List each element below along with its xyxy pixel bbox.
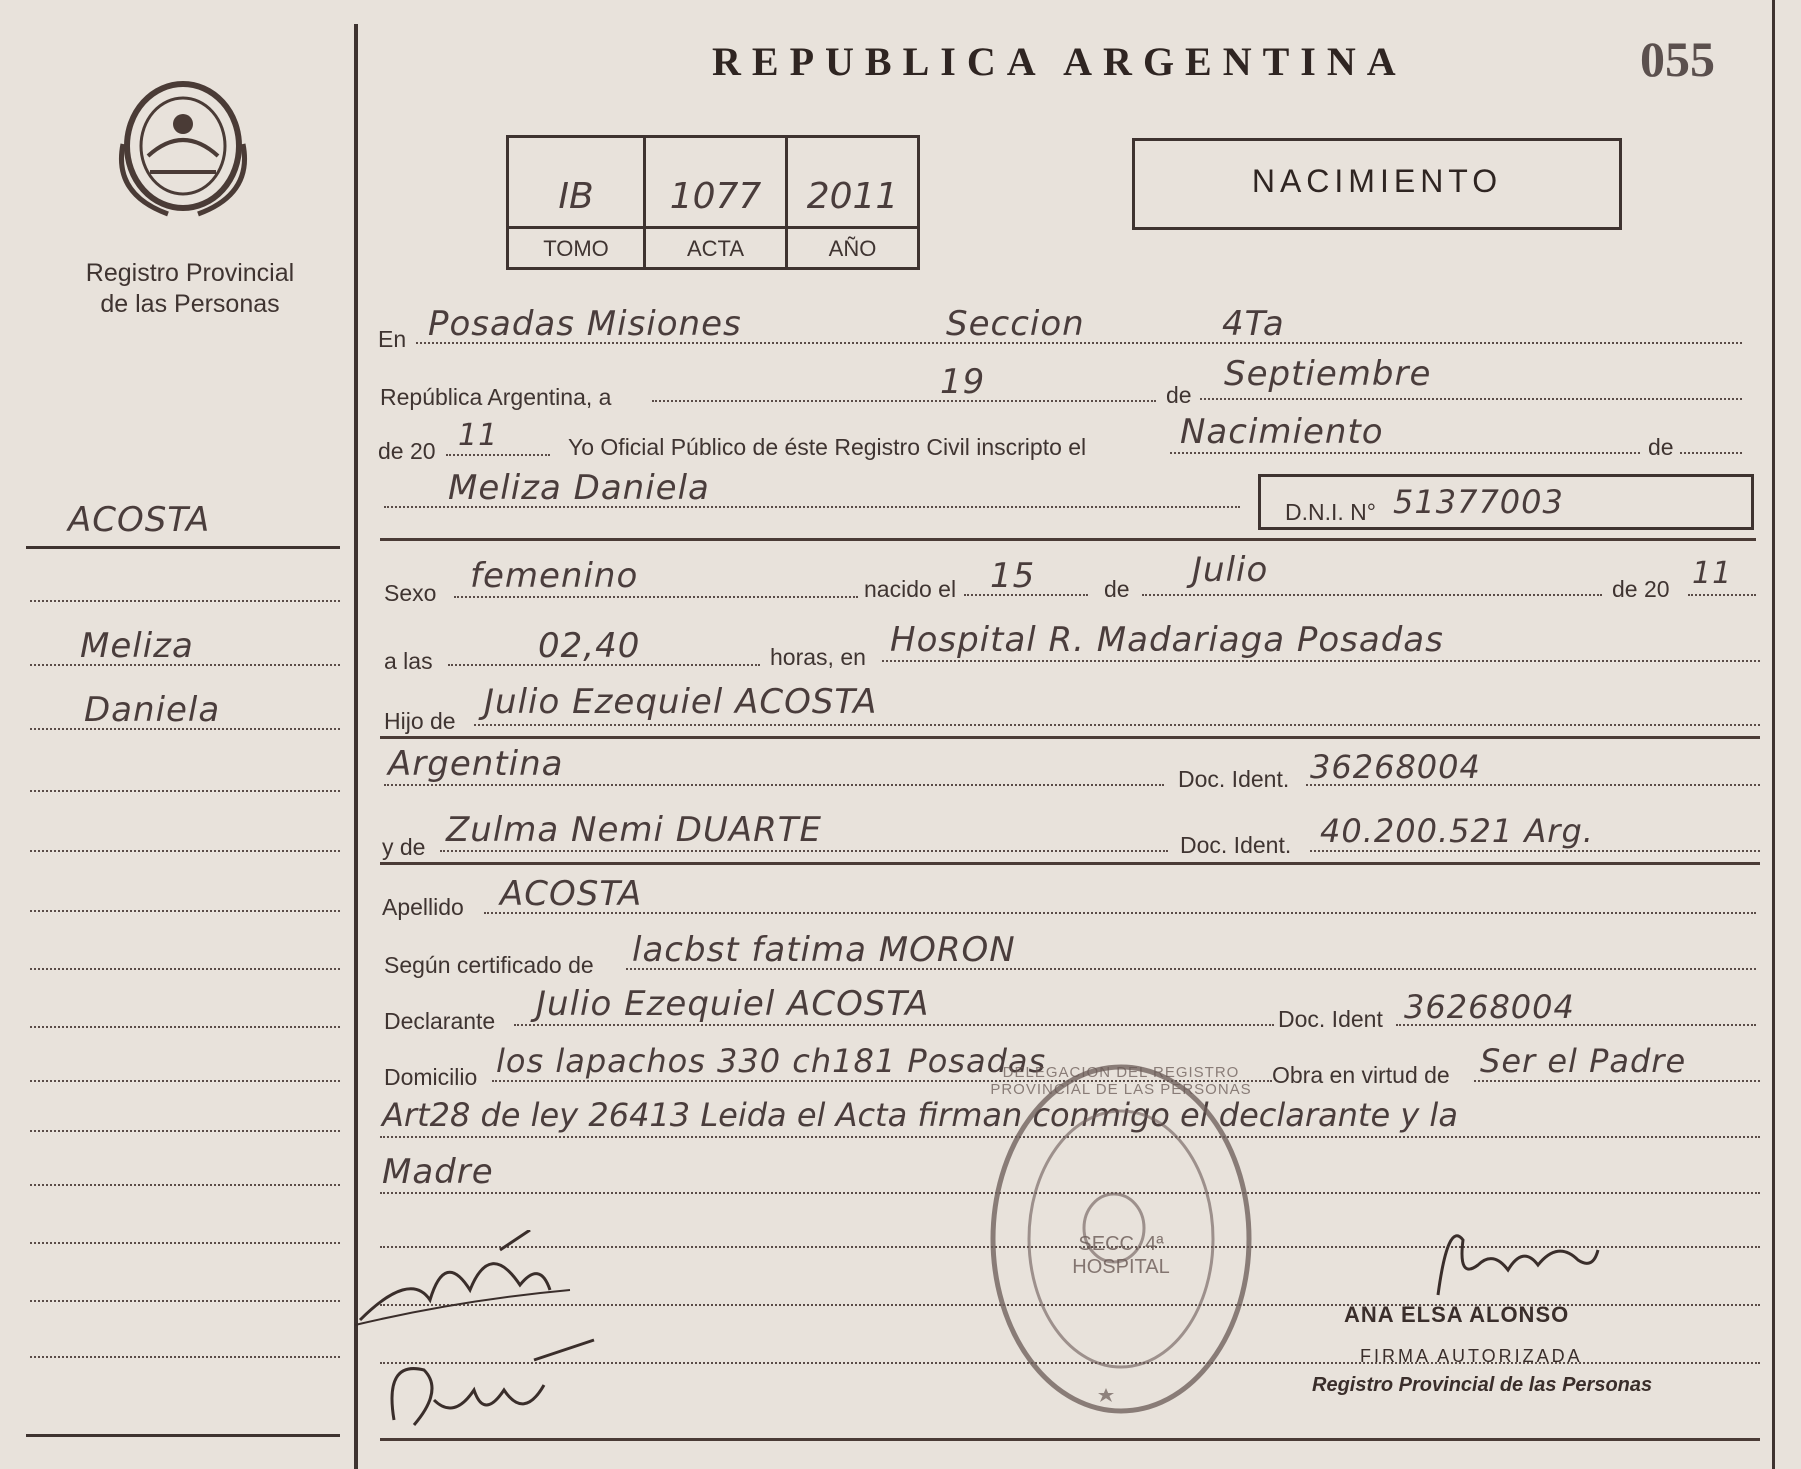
value-anio-nac: 11: [1692, 556, 1733, 591]
right-border: [1772, 0, 1775, 1469]
value-doc-declarante: 36268004: [1404, 988, 1575, 1026]
label-horas: horas, en: [770, 644, 866, 670]
signature-scribble-icon: [374, 1330, 614, 1440]
label-de3: de: [1104, 576, 1130, 602]
official-title: FIRMA AUTORIZADA: [1360, 1346, 1583, 1366]
signature-scribble-icon: [1418, 1220, 1608, 1300]
section-rule: [380, 736, 1760, 739]
label-en: En: [378, 326, 407, 352]
value-texto2: Madre: [382, 1152, 494, 1192]
label-segun: Según certificado de: [384, 952, 594, 978]
value-texto1: Art28 de ley 26413 Leida el Acta firman conmigo el declarante y la: [382, 1096, 1458, 1134]
label-y-de: y de: [382, 834, 426, 860]
registry-seal: [108, 64, 258, 232]
value-seccion: Seccion: [946, 304, 1085, 344]
registry-name-line2: de las Personas: [100, 290, 280, 318]
label-nacido: nacido el: [864, 576, 957, 602]
value-certificado: lacbst fatima MORON: [632, 930, 1016, 970]
value-seccion-num: 4Ta: [1222, 304, 1285, 344]
sidebar-apellido: ACOSTA: [68, 500, 211, 540]
line-doc-madre: [1310, 850, 1760, 852]
sidebar-nombre1: Meliza: [80, 626, 194, 666]
label-declarante: Declarante: [384, 1008, 496, 1034]
line-nacionalidad: [384, 784, 1164, 786]
record-box: [506, 135, 920, 270]
label-doc-ident3: Doc. Ident: [1278, 1006, 1383, 1032]
value-doc-padre: 36268004: [1310, 748, 1481, 786]
sidebar-rule: [26, 546, 340, 549]
dni-box: [1258, 474, 1754, 530]
line-dia: [652, 400, 1156, 402]
acta-label: ACTA: [686, 236, 745, 261]
sidebar-line: [30, 968, 340, 970]
official-name: ANA ELSA ALONSO: [1344, 1302, 1570, 1327]
registry-name-line1: Registro Provincial: [85, 259, 295, 287]
value-hora: 02,40: [538, 626, 641, 666]
sidebar-line: [30, 1026, 340, 1028]
value-madre: Zulma Nemi DUARTE: [446, 810, 822, 850]
sidebar-line: [30, 1184, 340, 1186]
line-anio-nac: [1688, 594, 1756, 596]
sidebar-line: [30, 1242, 340, 1244]
sidebar-line: [30, 1080, 340, 1082]
value-apellido: ACOSTA: [500, 874, 643, 914]
sidebar-nombre2: Daniela: [84, 690, 221, 730]
value-mes: Septiembre: [1224, 354, 1432, 394]
line-padre: [474, 724, 1760, 726]
value-obra: Ser el Padre: [1480, 1042, 1687, 1080]
sidebar-line: [30, 664, 340, 666]
label-obra: Obra en virtud de: [1272, 1062, 1450, 1088]
signature-madre: [374, 1330, 614, 1440]
value-sexo: femenino: [470, 556, 639, 596]
value-dni: 51377003: [1393, 483, 1564, 521]
official-office: Registro Provincial de las Personas: [1312, 1374, 1653, 1396]
value-dia-nac: 15: [990, 556, 1036, 596]
record-divider: [509, 226, 917, 229]
value-nombre: Meliza Daniela: [448, 468, 710, 508]
sidebar-line: [30, 1130, 340, 1132]
label-doc-ident2: Doc. Ident.: [1180, 832, 1292, 858]
sidebar-rule: [26, 1434, 340, 1437]
section-rule: [380, 538, 1756, 541]
anio-value: 2011: [806, 176, 899, 217]
sidebar-line: [30, 1300, 340, 1302]
acta-value: 1077: [669, 176, 762, 217]
tomo-label: TOMO: [543, 236, 609, 261]
line-mes-nac: [1142, 594, 1602, 596]
label-hijo-de: Hijo de: [384, 708, 456, 734]
label-republica: República Argentina, a: [380, 384, 612, 410]
sidebar-line: [30, 1356, 340, 1358]
label-doc-ident1: Doc. Ident.: [1178, 766, 1290, 792]
label-apellido: Apellido: [382, 894, 464, 920]
line-de2: [1680, 452, 1742, 454]
line-sexo: [454, 596, 858, 598]
signature-declarante: [350, 1230, 590, 1340]
value-domicilio: los lapachos 330 ch181 Posadas: [496, 1042, 1047, 1080]
document-type: NACIMIENTO: [1251, 163, 1503, 199]
label-de2: de: [1648, 434, 1674, 460]
value-anio-inscr: 11: [458, 418, 499, 453]
value-padre: Julio Ezequiel ACOSTA: [484, 682, 878, 722]
value-doc-madre: 40.200.521 Arg.: [1320, 812, 1594, 850]
anio-label: AÑO: [828, 236, 877, 261]
page-title: REPUBLICA ARGENTINA: [712, 39, 1407, 84]
label-oficial: Yo Oficial Público de éste Registro Civil inscripto el: [568, 434, 1087, 460]
value-declarante: Julio Ezequiel ACOSTA: [536, 984, 930, 1024]
line-anio-inscr: [446, 454, 550, 456]
line-apellido: [484, 912, 1756, 914]
value-tipo: Nacimiento: [1180, 412, 1384, 452]
sidebar-line: [30, 910, 340, 912]
document-type-box: [1132, 138, 1622, 230]
section-rule: [380, 862, 1760, 865]
label-a-las: a las: [384, 648, 433, 674]
stamp-center-text: SECC. 4ª HOSPITAL: [1072, 1233, 1170, 1278]
value-lugar: Posadas Misiones: [428, 304, 742, 344]
registry-name: [40, 258, 340, 320]
sidebar-line: [30, 600, 340, 602]
line-madre: [440, 850, 1168, 852]
line-obra: [1474, 1080, 1760, 1082]
label-sexo: Sexo: [384, 580, 437, 606]
official-stamp: [986, 1058, 1256, 1420]
tomo-value: IB: [558, 176, 594, 217]
line-mes: [1200, 398, 1742, 400]
sidebar-line: [30, 728, 340, 730]
label-dni: D.N.I. N°: [1285, 499, 1376, 525]
seal-emblem-icon: [108, 64, 258, 232]
signature-scribble-icon: [350, 1230, 590, 1340]
line-declarante: [514, 1024, 1274, 1026]
sidebar-line: [30, 850, 340, 852]
value-hospital: Hospital R. Madariaga Posadas: [890, 620, 1444, 660]
label-de-20b: de 20: [1612, 576, 1670, 602]
line-tipo: [1170, 452, 1640, 454]
line-hospital: [882, 660, 1760, 662]
label-de1: de: [1166, 382, 1192, 408]
stamp-ring-text: DELEGACION DEL REGISTRO PROVINCIAL DE LAS PERSONAS: [990, 1064, 1252, 1098]
signature-official: [1418, 1220, 1608, 1300]
label-de-20: de 20: [378, 438, 436, 464]
page-number: 055: [1640, 31, 1715, 87]
value-mes-nac: Julio: [1192, 550, 1269, 590]
value-dia: 19: [940, 362, 986, 402]
label-domicilio: Domicilio: [384, 1064, 478, 1090]
value-nacionalidad-padre: Argentina: [388, 744, 564, 784]
sidebar-line: [30, 790, 340, 792]
